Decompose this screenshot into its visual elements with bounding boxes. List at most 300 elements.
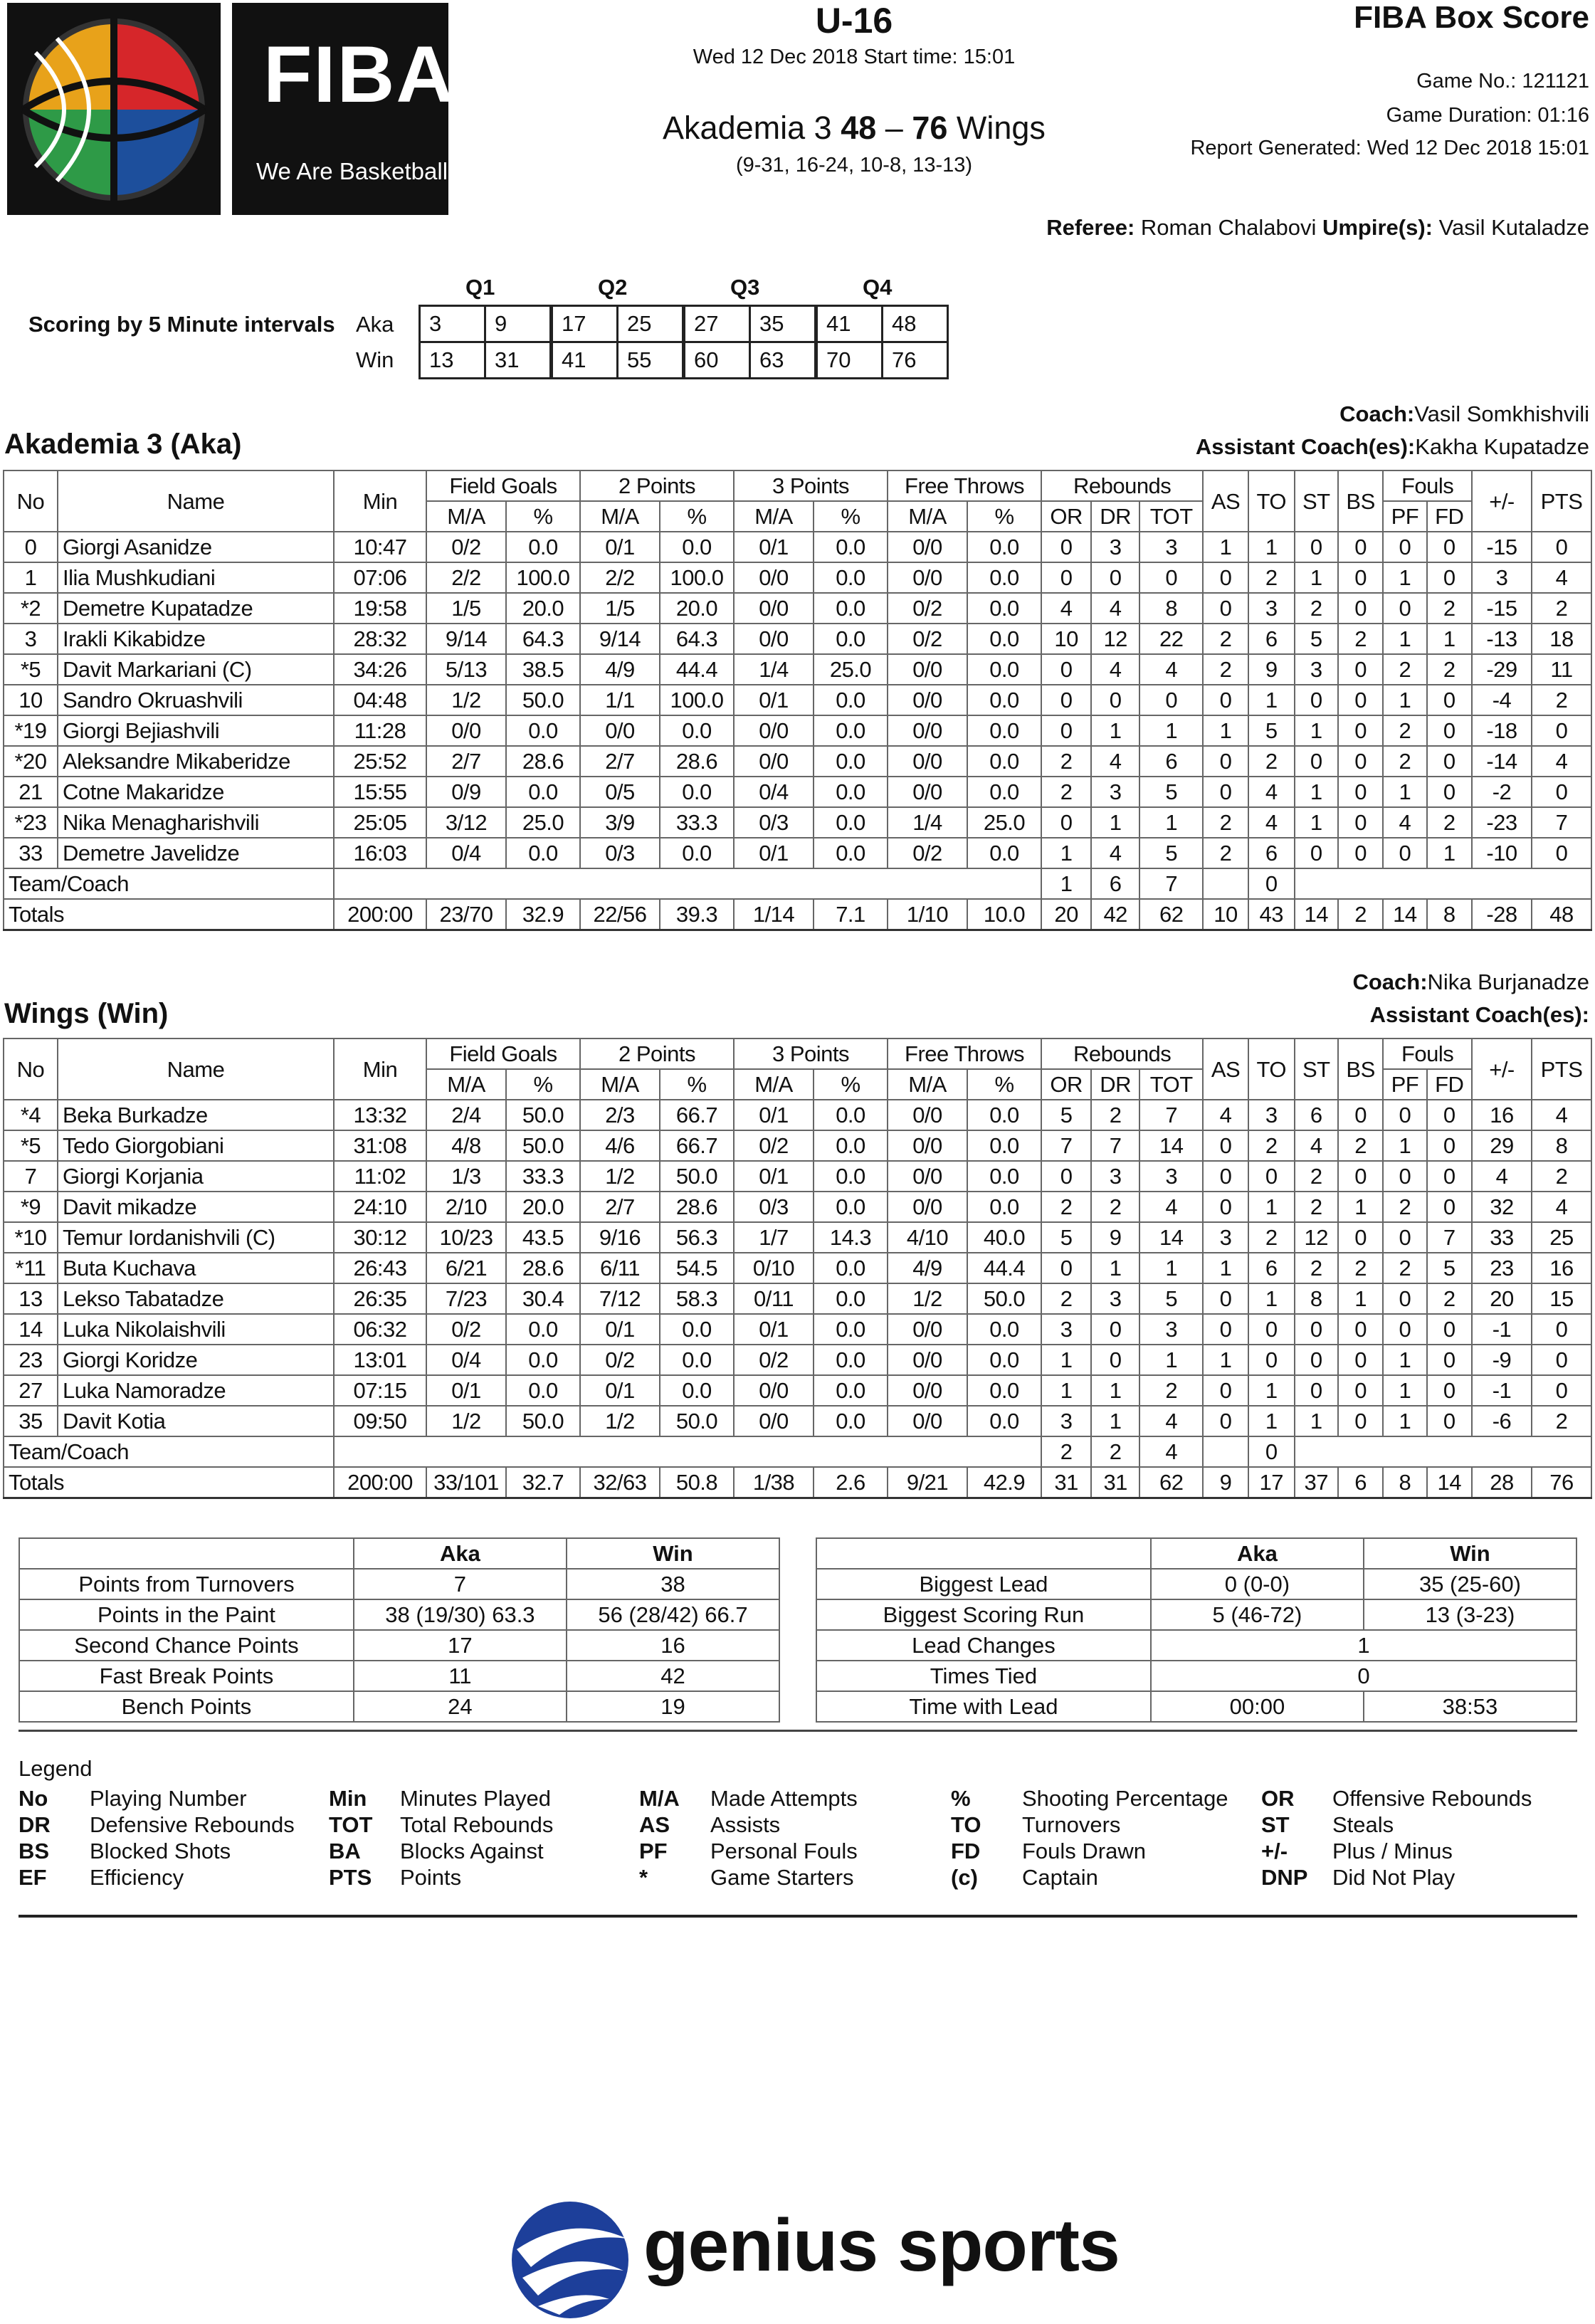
stat-cell: 2: [1427, 593, 1473, 624]
coach-label: Coach:: [1339, 401, 1415, 426]
stat-cell: 0: [1532, 532, 1591, 562]
stat-cell: 7: [1091, 1130, 1139, 1161]
stat-cell: 0: [1041, 532, 1091, 562]
stat-cell: 9: [1203, 1467, 1248, 1498]
stat-cell: *4: [4, 1100, 58, 1130]
stat-cell: 9/14: [426, 624, 506, 654]
stat-cell: 0/5: [580, 777, 660, 807]
stat-cell: 2: [1338, 624, 1383, 654]
stat-cell: 14: [1139, 1222, 1203, 1253]
stat-cell: 6/21: [426, 1253, 506, 1283]
stat-cell: 33.3: [660, 807, 734, 838]
player-row: [4, 1375, 1591, 1406]
stat-cell: 1: [1295, 807, 1338, 838]
stat-cell: 11:02: [334, 1161, 426, 1192]
stat-cell: -4: [1472, 685, 1532, 715]
stat-value: 7: [354, 1569, 567, 1599]
stat-cell: 0/1: [734, 838, 814, 868]
stat-cell: 48: [1532, 899, 1591, 930]
stat-cell: 2/7: [426, 746, 506, 777]
stat-row: [19, 1661, 779, 1691]
stat-cell: 0/0: [734, 562, 814, 593]
stat-cell: 0/1: [426, 1375, 506, 1406]
stat-cell: 0: [1427, 777, 1473, 807]
stat-cell: 4: [1532, 1192, 1591, 1222]
stat-cell: 0/1: [580, 532, 660, 562]
stat-cell: 8: [1383, 1467, 1426, 1498]
stat-cell: 32/63: [580, 1467, 660, 1498]
stat-cell: 0: [1295, 746, 1338, 777]
stat-cell: 20: [1472, 1283, 1532, 1314]
column-header: BS: [1338, 1039, 1383, 1100]
stat-cell: 0: [1532, 838, 1591, 868]
stat-cell: 8: [1532, 1130, 1591, 1161]
away-team-name: Wings: [956, 110, 1046, 146]
stat-header: Aka: [354, 1538, 567, 1569]
stat-cell: 0/1: [734, 685, 814, 715]
stat-cell: 3: [4, 624, 58, 654]
stat-cell: 50.0: [660, 1161, 734, 1192]
stat-cell: 0/1: [734, 1314, 814, 1345]
stat-cell: 4/10: [888, 1222, 967, 1253]
stat-cell: 04:48: [334, 685, 426, 715]
stat-cell: 0/0: [426, 715, 506, 746]
stat-cell: [334, 1436, 1041, 1467]
legend-description: Playing Number: [90, 1786, 247, 1811]
stat-cell: 4/9: [888, 1253, 967, 1283]
stat-cell: 6: [1248, 1253, 1295, 1283]
stat-cell: 0: [1338, 685, 1383, 715]
stat-cell: 0.0: [814, 1100, 888, 1130]
stat-cell: 16:03: [334, 838, 426, 868]
assistant-name: Kakha Kupatadze: [1415, 434, 1589, 459]
stat-cell: 0.0: [814, 1345, 888, 1375]
stat-cell: [1203, 1436, 1248, 1467]
column-header: %: [506, 501, 580, 532]
away-score: 76: [912, 110, 948, 146]
stat-cell: 32.7: [506, 1467, 580, 1498]
legend-description: Blocks Against: [400, 1839, 544, 1863]
stat-cell: 4/8: [426, 1130, 506, 1161]
stat-cell: 1/38: [734, 1467, 814, 1498]
legend-description: Did Not Play: [1332, 1865, 1455, 1890]
stat-cell: 22: [1139, 624, 1203, 654]
stat-value: 16: [567, 1630, 779, 1661]
stat-cell: 58.3: [660, 1283, 734, 1314]
stat-cell: 10: [4, 685, 58, 715]
stat-cell: 0.0: [814, 624, 888, 654]
stat-cell: 1/2: [888, 1283, 967, 1314]
column-header: 2 Points: [580, 470, 734, 501]
competition-title: U-16: [815, 1, 893, 41]
stat-cell: 3: [1248, 593, 1295, 624]
stat-cell: 4: [1091, 654, 1139, 685]
interval-score: 60: [685, 342, 750, 379]
stat-cell: 7: [1139, 1100, 1203, 1130]
legend-abbr: No: [19, 1786, 48, 1811]
stat-cell: 28:32: [334, 624, 426, 654]
stat-cell: 4: [1248, 777, 1295, 807]
stat-cell: 26:43: [334, 1253, 426, 1283]
stat-cell: 30.4: [506, 1283, 580, 1314]
stat-cell: 0: [1532, 1375, 1591, 1406]
legend-description: Personal Fouls: [710, 1839, 858, 1863]
stat-cell: 2: [1338, 899, 1383, 930]
stat-cell: 66.7: [660, 1130, 734, 1161]
stat-cell: 0.0: [660, 715, 734, 746]
interval-score: 76: [883, 342, 948, 379]
stat-cell: 0: [1295, 1314, 1338, 1345]
legend-description: Game Starters: [710, 1865, 854, 1890]
stat-cell: 6: [1248, 624, 1295, 654]
score-dash: –: [885, 110, 903, 146]
stat-cell: -1: [1472, 1375, 1532, 1406]
stat-cell: 0/0: [888, 1375, 967, 1406]
stat-cell: 0: [1091, 562, 1139, 593]
fiba-logo-tagline: We Are Basketball: [256, 158, 448, 184]
stat-cell: 1/7: [734, 1222, 814, 1253]
stat-cell: 50.0: [506, 685, 580, 715]
stat-value: 42: [567, 1661, 779, 1691]
coach-name: Vasil Somkhishvili: [1414, 401, 1589, 426]
legend-abbr: TOT: [329, 1812, 373, 1837]
stat-cell: 0: [1338, 593, 1383, 624]
interval-score: 41: [552, 342, 618, 379]
stat-cell: 4/6: [580, 1130, 660, 1161]
stat-cell: 1: [1091, 1406, 1139, 1436]
stat-cell: 0.0: [814, 1283, 888, 1314]
stat-cell: 23: [1472, 1253, 1532, 1283]
stat-cell: 0: [1427, 1192, 1473, 1222]
stat-cell: 30:12: [334, 1222, 426, 1253]
legend-description: Captain: [1022, 1865, 1098, 1890]
stat-cell: 0/4: [426, 1345, 506, 1375]
column-header: M/A: [426, 1069, 506, 1100]
legend-abbr: BS: [19, 1839, 50, 1863]
stat-cell: 0: [1383, 1314, 1426, 1345]
umpire-name: Vasil Kutaladze: [1438, 215, 1589, 240]
stat-cell: 0: [1338, 1375, 1383, 1406]
stat-cell: 19:58: [334, 593, 426, 624]
stat-cell: 3: [1472, 562, 1532, 593]
stat-cell: 62: [1139, 899, 1203, 930]
column-header: 2 Points: [580, 1039, 734, 1069]
stat-label: Bench Points: [19, 1691, 354, 1722]
stat-cell: 0.0: [967, 746, 1041, 777]
column-header: Name: [58, 470, 334, 532]
stat-cell: 100.0: [660, 685, 734, 715]
home-coach: [1339, 401, 1589, 427]
interval-score: 35: [750, 306, 816, 342]
stat-cell: 9/21: [888, 1467, 967, 1498]
stat-cell: 0.0: [967, 715, 1041, 746]
away-coach: [1352, 969, 1589, 995]
team-coach-row: [4, 868, 1591, 899]
player-name: Luka Nikolaishvili: [58, 1314, 334, 1345]
stat-cell: 2/7: [580, 1192, 660, 1222]
column-header: Min: [334, 1039, 426, 1100]
player-row: [4, 654, 1591, 685]
stat-cell: 0/10: [734, 1253, 814, 1283]
stat-cell: 4: [1532, 562, 1591, 593]
player-name: Giorgi Korjania: [58, 1161, 334, 1192]
column-header: Min: [334, 470, 426, 532]
interval-score: 41: [817, 306, 883, 342]
stat-cell: 0: [1532, 715, 1591, 746]
column-header: %: [814, 501, 888, 532]
stat-cell: 0: [1041, 654, 1091, 685]
stat-cell: 0.0: [967, 777, 1041, 807]
stat-cell: 4: [1532, 1100, 1591, 1130]
stat-cell: 0.0: [814, 1130, 888, 1161]
stat-cell: 06:32: [334, 1314, 426, 1345]
stat-cell: 1/4: [734, 654, 814, 685]
quarter-label: Q3: [730, 275, 760, 300]
stat-cell: 0/2: [734, 1130, 814, 1161]
column-header: M/A: [580, 501, 660, 532]
stat-cell: -10: [1472, 838, 1532, 868]
legend-abbr: DR: [19, 1812, 51, 1837]
legend-abbr: Min: [329, 1786, 367, 1811]
stat-cell: 3: [1139, 532, 1203, 562]
player-row: [4, 593, 1591, 624]
legend-abbr: +/-: [1261, 1839, 1288, 1863]
interval-score: 13: [420, 342, 485, 379]
stat-cell: 28.6: [506, 1253, 580, 1283]
stat-cell: 12: [1091, 624, 1139, 654]
stat-row: [19, 1630, 779, 1661]
stat-cell: 0.0: [967, 593, 1041, 624]
stat-cell: 0: [1427, 562, 1473, 593]
column-header: M/A: [888, 1069, 967, 1100]
stat-cell: 1: [1383, 685, 1426, 715]
column-header: M/A: [734, 501, 814, 532]
stat-cell: 1: [4, 562, 58, 593]
assistant-label: Assistant Coach(es):: [1195, 434, 1416, 459]
stat-label: Points in the Paint: [19, 1599, 354, 1630]
stat-cell: 0.0: [660, 1314, 734, 1345]
stat-cell: 4: [1139, 654, 1203, 685]
stat-cell: 1: [1139, 715, 1203, 746]
stat-cell: 7: [4, 1161, 58, 1192]
stat-cell: 0: [1427, 715, 1473, 746]
stat-label: Points from Turnovers: [19, 1569, 354, 1599]
player-name: Davit Markariani (C): [58, 654, 334, 685]
legend-description: Assists: [710, 1812, 781, 1837]
stat-cell: 0.0: [814, 1253, 888, 1283]
stat-cell: 07:15: [334, 1375, 426, 1406]
player-row: [4, 715, 1591, 746]
stat-cell: 21: [4, 777, 58, 807]
stat-cell: 0.0: [814, 1375, 888, 1406]
stat-cell: 0/0: [580, 715, 660, 746]
away-box-score-table: [3, 1038, 1592, 1499]
stat-cell: 1: [1203, 532, 1248, 562]
stat-cell: 0.0: [506, 838, 580, 868]
stat-cell: 200:00: [334, 899, 426, 930]
stat-cell: 0: [1427, 1345, 1473, 1375]
stat-cell: 6: [1248, 838, 1295, 868]
home-score: 48: [841, 110, 877, 146]
stat-cell: 0: [1338, 1406, 1383, 1436]
stat-cell: 8: [1427, 899, 1473, 930]
column-header: Fouls: [1383, 1039, 1472, 1069]
column-header: Name: [58, 1039, 334, 1100]
stat-cell: 2: [1338, 1130, 1383, 1161]
stat-cell: 0: [1532, 1314, 1591, 1345]
stat-label: Biggest Scoring Run: [816, 1599, 1151, 1630]
legend-abbr: PF: [639, 1839, 668, 1863]
stat-cell: 2/2: [580, 562, 660, 593]
stat-cell: 2: [1383, 746, 1426, 777]
column-header: No: [4, 1039, 58, 1100]
stat-cell: 6: [1139, 746, 1203, 777]
column-header: Rebounds: [1041, 470, 1203, 501]
column-header: Field Goals: [426, 1039, 580, 1069]
stat-cell: 0.0: [814, 1406, 888, 1436]
stat-cell: 2/3: [580, 1100, 660, 1130]
stat-cell: -9: [1472, 1345, 1532, 1375]
stat-cell: 38.5: [506, 654, 580, 685]
stat-cell: 5: [1041, 1222, 1091, 1253]
stat-cell: 44.4: [660, 654, 734, 685]
stat-cell: 0/0: [888, 1345, 967, 1375]
stat-value: 38 (19/30) 63.3: [354, 1599, 567, 1630]
stat-cell: 2: [1091, 1100, 1139, 1130]
stat-cell: 4: [1472, 1161, 1532, 1192]
stat-cell: 1: [1338, 1192, 1383, 1222]
stat-cell: 64.3: [660, 624, 734, 654]
stat-cell: 2/2: [426, 562, 506, 593]
fiba-logo-text: FIBA: [263, 30, 456, 119]
stat-cell: 4: [1139, 1436, 1203, 1467]
stat-cell: 0: [1532, 777, 1591, 807]
score-line: [612, 110, 1096, 147]
stat-cell: 0: [1427, 746, 1473, 777]
stat-label: Fast Break Points: [19, 1661, 354, 1691]
stat-cell: 0: [1041, 562, 1091, 593]
stat-cell: 2: [1383, 715, 1426, 746]
stat-cell: 2/7: [580, 746, 660, 777]
stat-cell: 5: [1139, 777, 1203, 807]
stat-row: [816, 1569, 1576, 1599]
stat-cell: *19: [4, 715, 58, 746]
stat-cell: 42: [1091, 899, 1139, 930]
stat-cell: 50.0: [967, 1283, 1041, 1314]
column-header: OR: [1041, 501, 1091, 532]
stat-cell: 2: [1338, 1253, 1383, 1283]
stat-cell: [1295, 1436, 1591, 1467]
stat-cell: 2: [1091, 1436, 1139, 1467]
stat-cell: 0: [1427, 1161, 1473, 1192]
column-header: OR: [1041, 1069, 1091, 1100]
legend-abbr: (c): [951, 1865, 978, 1890]
interval-score: 3: [420, 306, 485, 342]
stat-cell: 1: [1091, 1253, 1139, 1283]
stat-cell: 4: [1091, 838, 1139, 868]
stat-cell: 0: [1338, 1314, 1383, 1345]
stat-cell: 1: [1295, 777, 1338, 807]
stat-cell: 0.0: [506, 1375, 580, 1406]
stat-label: Biggest Lead: [816, 1569, 1151, 1599]
stat-cell: 0.0: [967, 1345, 1041, 1375]
stat-value: 0 (0-0): [1151, 1569, 1364, 1599]
stat-cell: 0.0: [967, 624, 1041, 654]
legend-description: Efficiency: [90, 1865, 184, 1890]
stat-cell: 4: [1139, 1192, 1203, 1222]
stat-cell: -6: [1472, 1406, 1532, 1436]
player-name: Demetre Javelidze: [58, 838, 334, 868]
stat-cell: 0: [1139, 562, 1203, 593]
player-name: Davit Kotia: [58, 1406, 334, 1436]
legend-abbr: PTS: [329, 1865, 372, 1890]
stat-cell: 4/9: [580, 654, 660, 685]
team-coach-label: Team/Coach: [4, 1436, 334, 1467]
stat-row: [816, 1630, 1576, 1661]
stat-cell: 0/2: [888, 593, 967, 624]
stat-cell: 2: [1203, 624, 1248, 654]
column-header: %: [660, 501, 734, 532]
stat-cell: 0: [1041, 1161, 1091, 1192]
divider: [19, 1730, 1577, 1732]
player-row: [4, 1192, 1591, 1222]
stat-cell: 3: [1091, 777, 1139, 807]
stat-cell: 0.0: [506, 1345, 580, 1375]
stat-cell: 0.0: [506, 1314, 580, 1345]
stat-cell: 64.3: [506, 624, 580, 654]
stat-cell: 37: [1295, 1467, 1338, 1498]
stat-cell: 0.0: [967, 532, 1041, 562]
stat-cell: 31: [1091, 1467, 1139, 1498]
stat-cell: 11:28: [334, 715, 426, 746]
legend-abbr: OR: [1261, 1786, 1295, 1811]
stat-cell: 0: [1383, 838, 1426, 868]
stat-cell: 1: [1091, 807, 1139, 838]
stat-cell: 0/2: [888, 838, 967, 868]
player-row: [4, 777, 1591, 807]
player-row: [4, 1100, 1591, 1130]
stat-cell: 0.0: [967, 1130, 1041, 1161]
stat-cell: 1: [1248, 532, 1295, 562]
stat-cell: 25:52: [334, 746, 426, 777]
stat-label: Second Chance Points: [19, 1630, 354, 1661]
coach-label: Coach:: [1352, 969, 1428, 994]
stat-cell: 6/11: [580, 1253, 660, 1283]
stat-value: 38: [567, 1569, 779, 1599]
stat-cell: 0.0: [506, 715, 580, 746]
stat-cell: 10:47: [334, 532, 426, 562]
stat-row: [816, 1661, 1576, 1691]
assistant-label: Assistant Coach(es):: [1369, 1002, 1589, 1027]
player-row: [4, 624, 1591, 654]
officials: [1046, 215, 1589, 241]
stat-cell: 14: [1383, 899, 1426, 930]
stat-cell: 15:55: [334, 777, 426, 807]
stat-value: 13 (3-23): [1364, 1599, 1576, 1630]
stat-cell: 2: [1427, 1283, 1473, 1314]
stat-cell: 0/0: [888, 532, 967, 562]
column-header: TO: [1248, 1039, 1295, 1100]
column-header: 3 Points: [734, 1039, 888, 1069]
stat-cell: 66.7: [660, 1100, 734, 1130]
legend-description: Steals: [1332, 1812, 1394, 1837]
stat-cell: 0/0: [734, 593, 814, 624]
home-box-score-table: [3, 470, 1592, 931]
stat-cell: 43.5: [506, 1222, 580, 1253]
stat-cell: 0/0: [734, 1406, 814, 1436]
stat-cell: 10/23: [426, 1222, 506, 1253]
stat-cell: 0/9: [426, 777, 506, 807]
